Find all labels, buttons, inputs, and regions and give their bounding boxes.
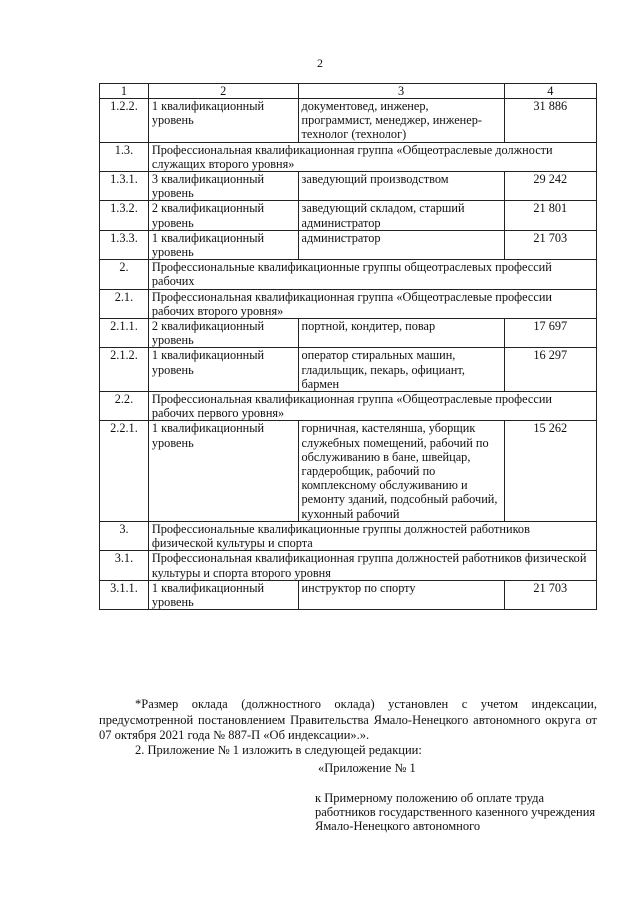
qualification-level: 1 квалификационный уровень: [148, 230, 298, 259]
salary: 16 297: [504, 348, 596, 392]
salary: 17 697: [504, 319, 596, 348]
table-row: [100, 230, 597, 259]
row-number: 2.1.1.: [100, 319, 149, 348]
row-number: 1.3.3.: [100, 230, 149, 259]
row-number: 1.3.2.: [100, 201, 149, 230]
group-row: [100, 289, 597, 318]
header-col-2: 2: [148, 84, 298, 99]
qualification-level: 2 квалификационный уровень: [148, 319, 298, 348]
group-row: [100, 260, 597, 289]
salary: 15 262: [504, 421, 596, 521]
qualification-level: 3 квалификационный уровень: [148, 172, 298, 201]
group-row: [100, 142, 597, 171]
qualification-level: 1 квалификационный уровень: [148, 580, 298, 609]
positions: оператор стиральных машин, гладильщик, пекарь, официант, бармен: [298, 348, 504, 392]
salary: 29 242: [504, 172, 596, 201]
group-title: Профессиональная квалификационная группа «Общеотраслевые должности служащих второго уровня»: [148, 142, 596, 171]
footnote: *Размер оклада (должностного оклада) установлен с учетом индексации, предусмотренной постановлением Правительства Ямало-Ненецкого автономного округа от 07 октября 2021 года № 887-П «Об индексации».».: [99, 697, 597, 742]
row-number: 1.3.: [100, 142, 149, 171]
qualification-level: 1 квалификационный уровень: [148, 348, 298, 392]
group-title: Профессиональная квалификационная группа «Общеотраслевые профессии рабочих первого уровня»: [148, 392, 596, 421]
appendix-title: «Приложение № 1: [318, 761, 416, 775]
table-row: [100, 580, 597, 609]
table-row: [100, 172, 597, 201]
row-number: 3.: [100, 521, 149, 550]
group-row: [100, 551, 597, 580]
header-col-3: 3: [298, 84, 504, 99]
salary: 31 886: [504, 99, 596, 143]
row-number: 1.2.2.: [100, 99, 149, 143]
row-number: 2.2.: [100, 392, 149, 421]
row-number: 2.1.: [100, 289, 149, 318]
row-number: 3.1.1.: [100, 580, 149, 609]
qualification-level: 1 квалификационный уровень: [148, 99, 298, 143]
item-2-text: 2. Приложение № 1 изложить в следующей редакции:: [135, 743, 422, 757]
qualification-level: 2 квалификационный уровень: [148, 201, 298, 230]
table-row: [100, 421, 597, 521]
table-row: [100, 201, 597, 230]
salary-table: [99, 83, 597, 610]
group-row: [100, 392, 597, 421]
group-title: Профессиональная квалификационная группа должностей работников физической культуры и спорта второго уровня: [148, 551, 596, 580]
positions: администратор: [298, 230, 504, 259]
group-title: Профессиональные квалификационные группы должностей работников физической культуры и спорта: [148, 521, 596, 550]
salary: 21 801: [504, 201, 596, 230]
salary: 21 703: [504, 230, 596, 259]
table-row: [100, 348, 597, 392]
row-number: 2.2.1.: [100, 421, 149, 521]
group-title: Профессиональные квалификационные группы общеотраслевых профессий рабочих: [148, 260, 596, 289]
group-row: [100, 521, 597, 550]
page-number: 2: [317, 56, 323, 70]
positions: заведующий производством: [298, 172, 504, 201]
row-number: 2.: [100, 260, 149, 289]
row-number: 1.3.1.: [100, 172, 149, 201]
positions: документовед, инженер, программист, менеджер, инженер-технолог (технолог): [298, 99, 504, 143]
positions: инструктор по спорту: [298, 580, 504, 609]
row-number: 3.1.: [100, 551, 149, 580]
qualification-level: 1 квалификационный уровень: [148, 421, 298, 521]
header-col-4: 4: [504, 84, 596, 99]
positions: заведующий складом, старший администратор: [298, 201, 504, 230]
salary: 21 703: [504, 580, 596, 609]
header-col-1: 1: [100, 84, 149, 99]
table-row: [100, 99, 597, 143]
appendix-subtitle: к Примерному положению об оплате труда работников государственного казенного учреждения Ямало-Ненецкого автономного: [315, 791, 596, 833]
group-title: Профессиональная квалификационная группа «Общеотраслевые профессии рабочих второго уровня»: [148, 289, 596, 318]
positions: горничная, кастелянша, уборщик служебных помещений, рабочий по обслуживанию в бане, швейцар, гардеробщик, рабочий по комплексному обслуживанию и ремонту зданий, подсобный рабочий, кухонный рабочий: [298, 421, 504, 521]
positions: портной, кондитер, повар: [298, 319, 504, 348]
row-number: 2.1.2.: [100, 348, 149, 392]
table-row: [100, 319, 597, 348]
table-header-row: [100, 84, 597, 99]
